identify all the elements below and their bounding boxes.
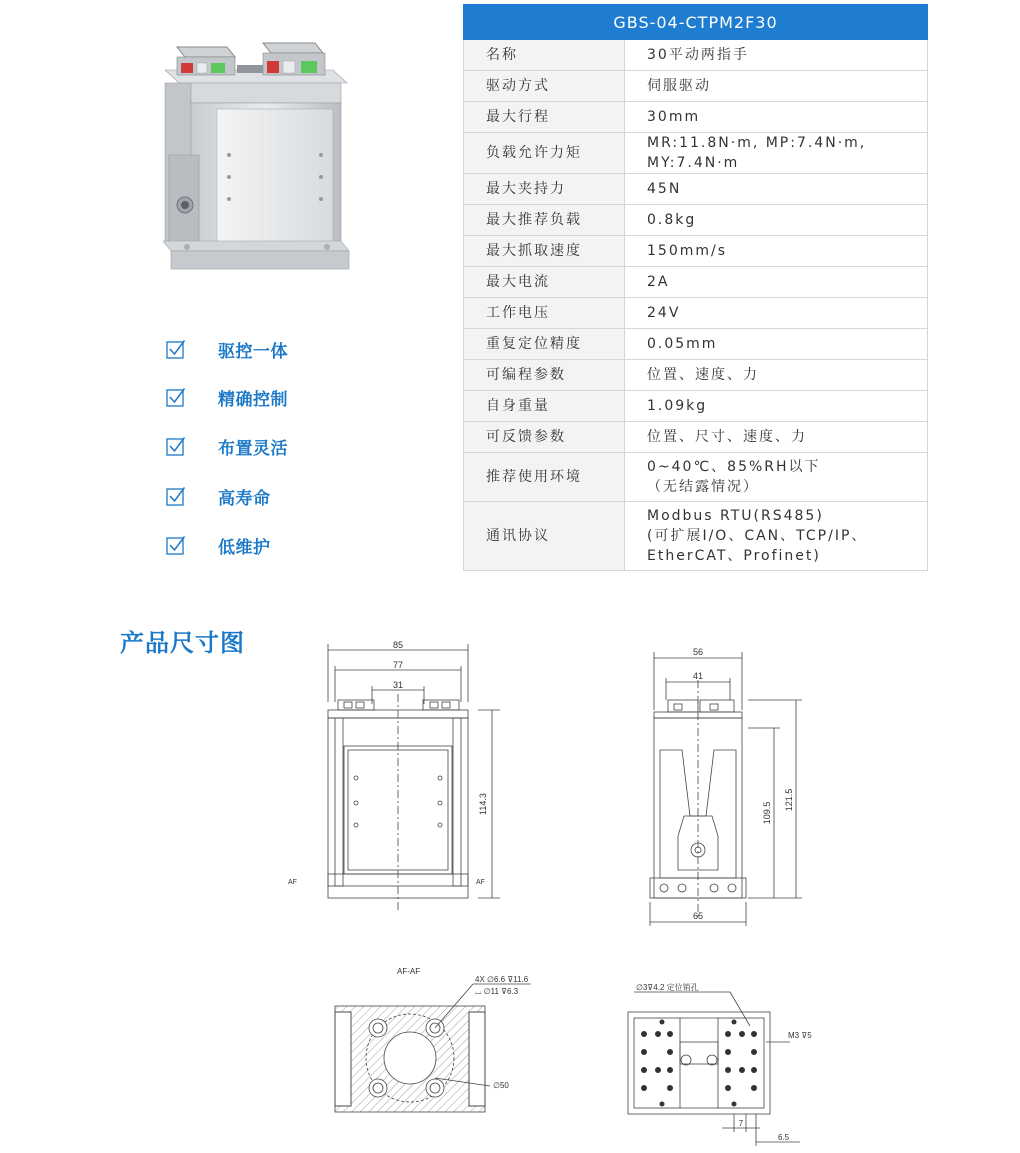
spec-value: 伺服驱动 [625, 71, 928, 102]
dim-31: 31 [392, 680, 404, 690]
feature-label: 高寿命 [218, 488, 271, 509]
spec-value: 0~40℃、85%RH以下 （无结露情况） [625, 453, 928, 502]
spec-value: 150mm/s [625, 236, 928, 267]
spec-label: 最大行程 [464, 102, 625, 133]
section-marker-left: AF [288, 879, 297, 886]
spec-value: 30mm [625, 102, 928, 133]
bore-diameter: ∅50 [493, 1081, 509, 1090]
feature-item [166, 432, 288, 460]
dim-6-5: 6.5 [778, 1133, 790, 1142]
spec-label: 最大夹持力 [464, 174, 625, 205]
spec-label: 可反馈参数 [464, 422, 625, 453]
spec-value: Modbus RTU(RS485) (可扩展I/O、CAN、TCP/IP、 EtherCAT、Profinet) [625, 502, 928, 571]
feature-item [166, 482, 271, 510]
model-title: GBS-04-CTPM2F30 [464, 5, 928, 40]
checkbox-icon [166, 339, 186, 359]
feature-label: 布置灵活 [218, 438, 288, 459]
spec-label: 重复定位精度 [464, 329, 625, 360]
table-row [464, 502, 928, 571]
table-row [464, 422, 928, 453]
table-row [464, 205, 928, 236]
pin-hole-spec: ∅3⊽4.2 定位销孔 [636, 983, 699, 992]
checkbox-icon [166, 436, 186, 456]
table-row [464, 236, 928, 267]
spec-value: 24V [625, 298, 928, 329]
table-row [464, 391, 928, 422]
spec-table [463, 4, 928, 571]
spec-value: 2A [625, 267, 928, 298]
section-marker-right: AF [476, 879, 485, 886]
hole-spec-1: 4X ∅6.6 ⊽11.6 [475, 975, 529, 984]
dim-85: 85 [392, 640, 404, 650]
feature-label: 驱控一体 [218, 341, 288, 362]
hole-spec-2: ⌴ ∅11 ⊽6.3 [475, 987, 519, 996]
table-row [464, 102, 928, 133]
table-row [464, 174, 928, 205]
spec-value: 1.09kg [625, 391, 928, 422]
product-image [155, 35, 355, 270]
dim-77: 77 [392, 660, 404, 670]
spec-label: 最大推荐负载 [464, 205, 625, 236]
top-view-drawing [600, 972, 840, 1152]
feature-item [166, 531, 271, 559]
feature-label: 低维护 [218, 537, 271, 558]
section-title: 产品尺寸图 [120, 629, 245, 657]
dim-114-3: 114.3 [478, 793, 488, 815]
dim-41: 41 [692, 671, 704, 681]
dim-65: 65 [692, 911, 704, 921]
dim-121-5: 121.5 [784, 788, 794, 812]
dim-56: 56 [692, 647, 704, 657]
spec-value: 45N [625, 174, 928, 205]
spec-value: 位置、尺寸、速度、力 [625, 422, 928, 453]
spec-value: 0.05mm [625, 329, 928, 360]
table-row [464, 360, 928, 391]
feature-item [166, 383, 288, 411]
front-view-drawing [280, 638, 510, 913]
spec-label: 最大电流 [464, 267, 625, 298]
spec-value: 0.8kg [625, 205, 928, 236]
dim-109-5: 109.5 [762, 801, 772, 825]
section-title-label: AF-AF [397, 967, 421, 976]
table-row [464, 133, 928, 174]
checkbox-icon [166, 535, 186, 555]
checkbox-icon [166, 486, 186, 506]
spec-label: 工作电压 [464, 298, 625, 329]
spec-label: 推荐使用环境 [464, 453, 625, 502]
spec-label: 驱动方式 [464, 71, 625, 102]
dim-7: 7 [738, 1119, 744, 1128]
spec-label: 负载允许力矩 [464, 133, 625, 174]
spec-value: 位置、速度、力 [625, 360, 928, 391]
section-view-drawing [325, 960, 555, 1120]
feature-label: 精确控制 [218, 389, 288, 410]
thread-spec: M3 ⊽5 [788, 1031, 812, 1040]
spec-label: 自身重量 [464, 391, 625, 422]
table-row [464, 453, 928, 502]
spec-value: 30平动两指手 [625, 40, 928, 71]
spec-value: MR:11.8N·m, MP:7.4N·m, MY:7.4N·m [625, 133, 928, 174]
table-row [464, 71, 928, 102]
table-row [464, 40, 928, 71]
spec-label: 名称 [464, 40, 625, 71]
table-row [464, 329, 928, 360]
checkbox-icon [166, 387, 186, 407]
table-row [464, 298, 928, 329]
spec-label: 可编程参数 [464, 360, 625, 391]
spec-label: 最大抓取速度 [464, 236, 625, 267]
feature-item [166, 335, 288, 363]
side-view-drawing [630, 640, 810, 930]
table-row [464, 267, 928, 298]
spec-label: 通讯协议 [464, 502, 625, 571]
